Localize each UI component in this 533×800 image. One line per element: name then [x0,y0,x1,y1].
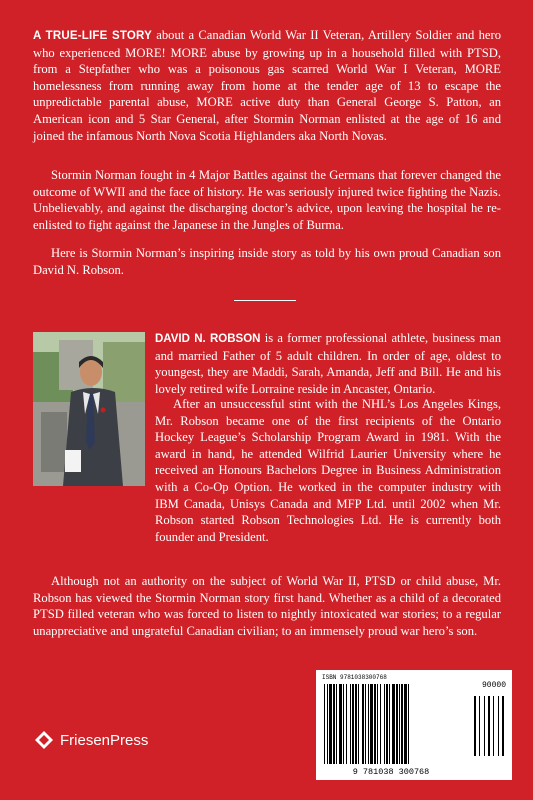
barcode-bars [316,670,512,780]
intro-paragraph [33,27,501,144]
author-bio-2 [33,396,501,545]
battles-paragraph: Stormin Norman fought in 4 Major Battles against the Germans that forever changed the outcome of WWII and the face of history. He was seriously injured twice fighting the Nazis. Unbelievably, and against the discharging doctor’s advice, upon leaving the hospital he re-enlisted to fight against the Japanese in the Jungles of Burma. [33,168,501,232]
author-bio-1: is a former professional athlete, business man and married Father of 5 adult children. In order of age, oldest to youngest, they are Maddi, Sarah, Amanda, Jeff and Bill. He and his lovely retired wife Lorraine reside in Ancaster, Ontario. [155,331,501,396]
publisher-logo-icon [34,730,54,750]
barcode-digits: 9 781038 300768 [352,767,430,777]
publisher-name: FriesenPress [60,731,149,749]
author-bio-intro [155,330,501,397]
section-divider [234,300,296,301]
intro-text: about a Canadian World War II Veteran, Artillery Soldier and hero who experienced MORE! MORE abuse by growing up in a household filled with PTSD, from a Stepfather who was a poisonous gas scarred World War I Veteran, MORE homelessness from running away from home at the tender age of 13 to escape the unpredictable parental abuse, MORE active duty than General George S. Patton, an American icon and 5 Star General, after Stormin Norman enlisted at the age of 16 and joined the infamous North Nova Scotia Highlanders aka North Novas. [33,28,501,143]
story-paragraph: Here is Stormin Norman’s inspiring inside story as told by his own proud Canadian son David N. Robson. [33,246,501,277]
intro-lead: A TRUE-LIFE STORY [33,30,152,42]
isbn-label: ISBN 9781038300768 [322,674,387,681]
author-bio-2-text: After an unsuccessful stint with the NHL’s Los Angeles Kings, Mr. Robson became one of the first recipients of the Ontario Hockey League’s Scholarship Program Award in 1981. With the award in hand, he attended Wilfrid Laurier University where he received an Honours Bachelors Degree in Business Administration with a Co-Op Option. He worked in the computer industry with IBM Canada, Unisys Canada and MFP Ltd. until 2002 when Mr. Robson started Robson Technologies Ltd. He is currently both founder and President. [155,397,501,544]
price-code: 90000 [481,681,506,690]
isbn-barcode [316,670,512,780]
publisher-logo [34,730,148,750]
author-name: DAVID N. ROBSON [155,333,261,345]
author-bio-3: Although not an authority on the subject of World War II, PTSD or child abuse, Mr. Robson has viewed the Stormin Norman story first hand. Whether as a child of a decorated PTSD filled veteran who was forced to listen to nightly intoxicated war stories; to a regular unappreciative and ungrateful Canadian civilian; to an immensely proud war hero’s son. [33,574,501,638]
